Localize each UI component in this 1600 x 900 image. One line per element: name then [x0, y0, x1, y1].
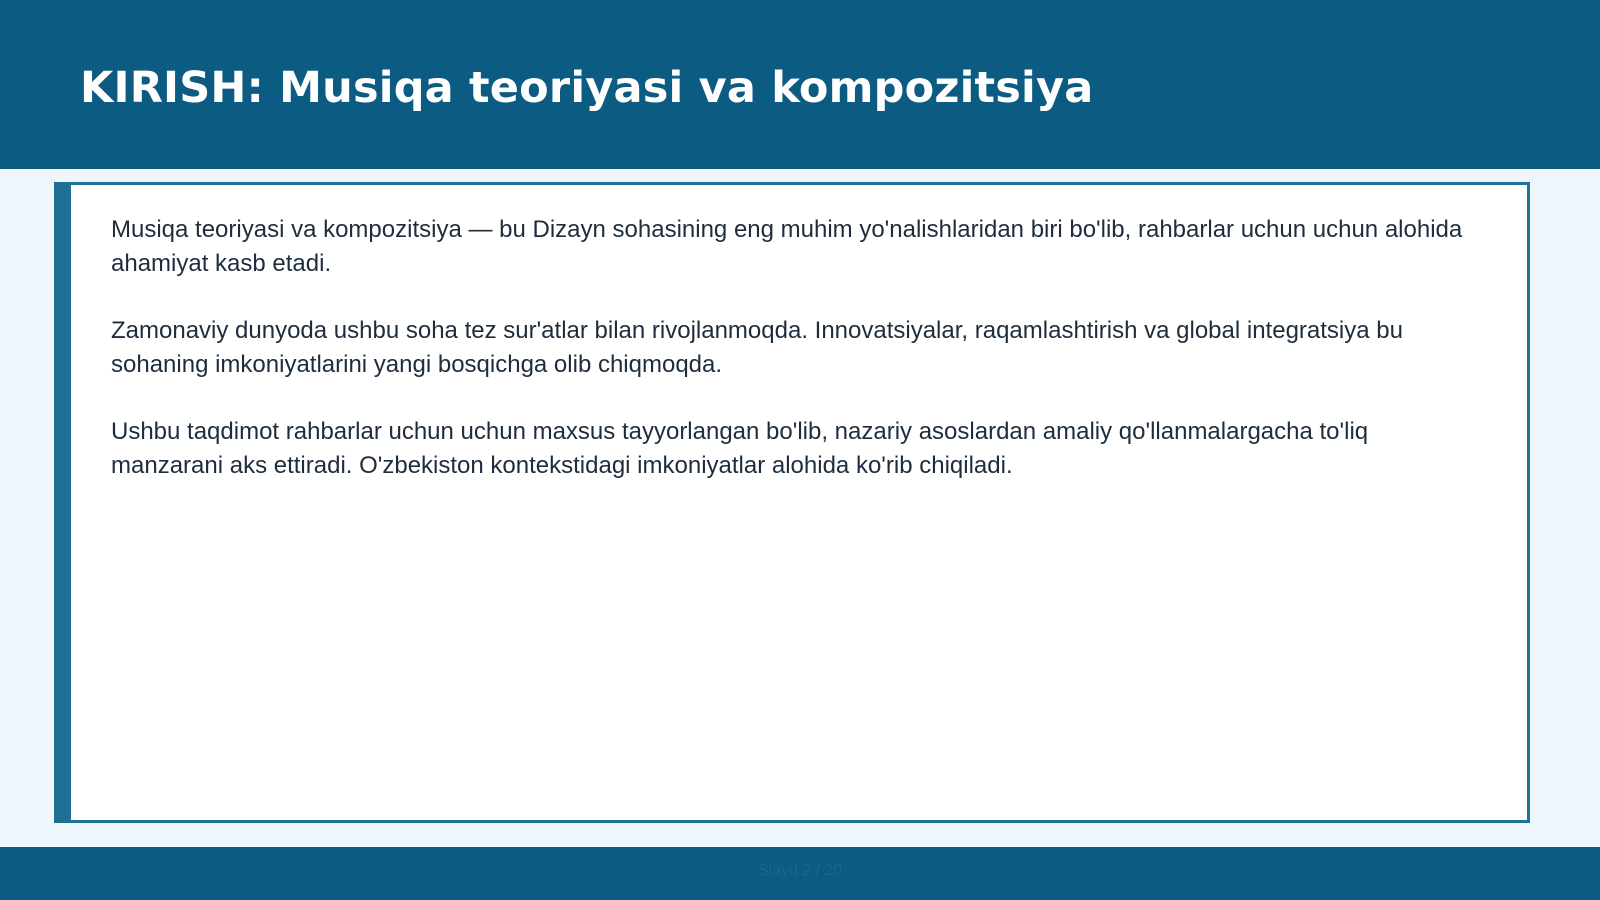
intro-paragraph: Musiqa teoriyasi va kompozitsiya — bu Dizayn sohasining eng muhim yo'nalishlaridan biri bo'lib, rahbarlar uchun uchun alohida ahamiyat kasb etadi. [111, 216, 1463, 277]
presentation-paragraph: Ushbu taqdimot rahbarlar uchun uchun maxsus tayyorlangan bo'lib, nazariy asoslardan amaliy qo'llanmalargacha to'liq manzarani aks ettiradi. O'zbekiston kontekstidagi imkoniyatlar alohida ko'rib chiqiladi. [111, 418, 1369, 479]
content-text-area [111, 213, 1481, 516]
development-paragraph: Zamonaviy dunyoda ushbu soha tez sur'atlar bilan rivojlanmoqda. Innovatsiyalar, raqamlashtirish va global integratsiya bu sohaning imkoniyatlarini yangi bosqichga olib chiqmoqda. [111, 317, 1403, 378]
slide-title: KIRISH: Musiqa teoriyasi va kompozitsiya [80, 63, 1094, 113]
slide-footer [0, 847, 1600, 900]
slide-number: Slayd 2 / 20 [757, 862, 843, 879]
content-card [54, 182, 1530, 823]
slide-header [0, 0, 1600, 169]
